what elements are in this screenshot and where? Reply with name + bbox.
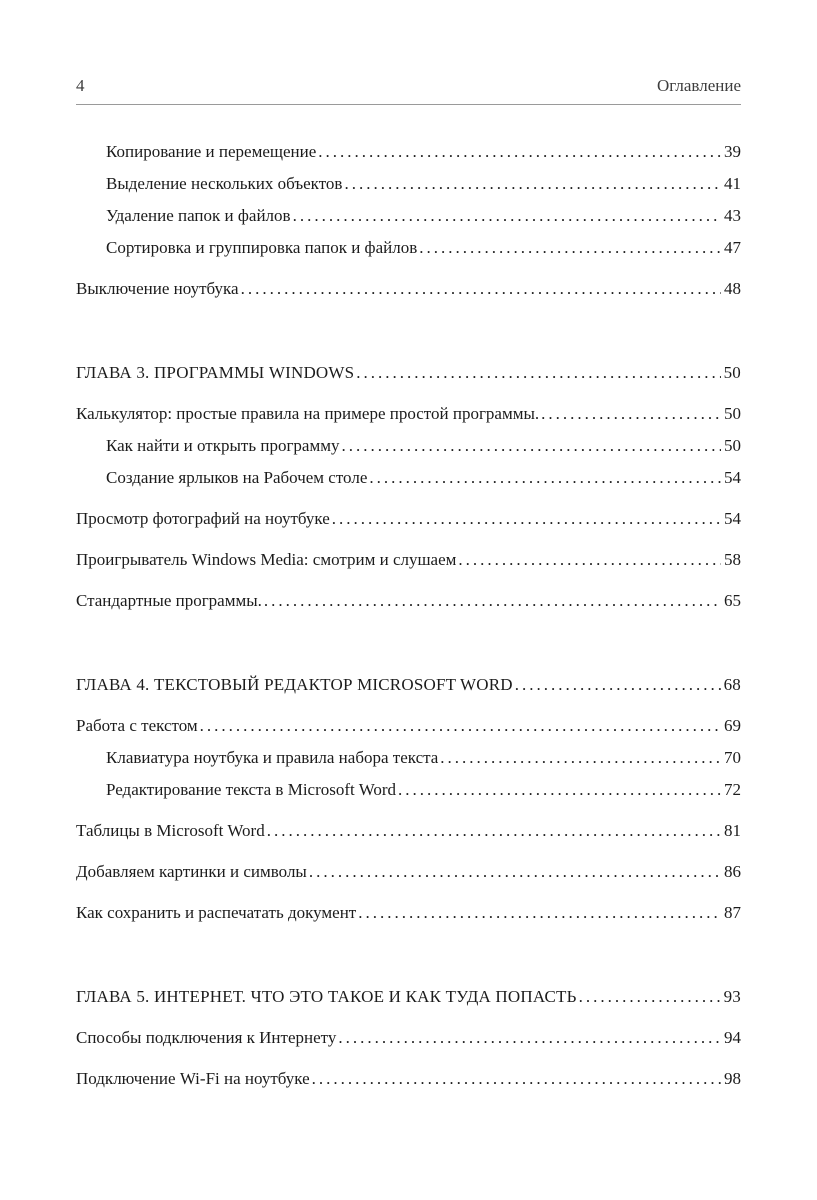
- toc-entry: [76, 715, 741, 737]
- toc-entry: [76, 861, 741, 883]
- toc-page-number: 81: [724, 821, 741, 840]
- toc-leader-dots: [358, 902, 721, 924]
- toc-entry: [76, 779, 741, 801]
- toc-entry: [76, 902, 741, 924]
- toc-entry: [76, 278, 741, 300]
- toc-leader-dots: [341, 435, 721, 457]
- toc-page-number: 65: [724, 591, 741, 610]
- toc-leader-dots: [338, 1027, 721, 1049]
- toc-entry-label: Проигрыватель Windows Media: смотрим и слушаем: [76, 550, 457, 569]
- toc-leader-dots: [541, 403, 721, 425]
- toc-leader-dots: [332, 508, 721, 530]
- toc-leader-dots: [344, 173, 721, 195]
- toc-entry: [76, 237, 741, 259]
- toc-entry-label: Клавиатура ноутбука и правила набора текста: [106, 748, 439, 767]
- toc-entry: [76, 205, 741, 227]
- toc-entry: [76, 173, 741, 195]
- toc-leader-dots: [369, 467, 721, 489]
- toc-entry: [76, 820, 741, 842]
- toc-page-number: 93: [723, 987, 741, 1006]
- toc-leader-dots: [515, 674, 721, 696]
- toc-page-number: 41: [724, 174, 741, 193]
- toc-page-number: 94: [724, 1028, 741, 1047]
- toc-page-number: 68: [723, 675, 741, 694]
- toc-page-number: 48: [724, 279, 741, 298]
- toc-leader-dots: [309, 861, 721, 883]
- toc-entry-label: Редактирование текста в Microsoft Word: [106, 780, 397, 799]
- toc-entry-label: ГЛАВА 4. ТЕКСТОВЫЙ РЕДАКТОР MICROSOFT WORD: [76, 675, 513, 694]
- toc-leader-dots: [267, 820, 721, 842]
- toc-entry-label: Подключение Wi-Fi на ноутбуке: [76, 1069, 310, 1088]
- toc-leader-dots: [440, 747, 721, 769]
- toc-leader-dots: [293, 205, 721, 227]
- toc-leader-dots: [419, 237, 721, 259]
- toc-leader-dots: [318, 141, 721, 163]
- toc-page-number: 54: [724, 509, 741, 528]
- toc-entry: [76, 508, 741, 530]
- toc-entry: [76, 403, 741, 425]
- toc-leader-dots: [241, 278, 721, 300]
- toc-entry-label: Удаление папок и файлов: [106, 206, 291, 225]
- toc-entry: [76, 1068, 741, 1090]
- toc-page-number: 86: [724, 862, 741, 881]
- toc-entry-label: Работа с текстом: [76, 716, 198, 735]
- header-rule: [76, 104, 741, 105]
- toc-entry: [76, 549, 741, 571]
- page-number: 4: [76, 76, 85, 95]
- toc-leader-dots: [200, 715, 721, 737]
- toc-entry: [76, 467, 741, 489]
- toc-entry-label: Сортировка и группировка папок и файлов: [106, 238, 418, 257]
- toc-page-number: 47: [724, 238, 741, 257]
- toc-entry: [76, 362, 741, 384]
- toc-leader-dots: [458, 549, 721, 571]
- toc-entry-label: Калькулятор: простые правила на примере простой программы.: [76, 404, 540, 423]
- toc-entry-label: ГЛАВА 5. ИНТЕРНЕТ. ЧТО ЭТО ТАКОЕ И КАК ТУДА ПОПАСТЬ: [76, 987, 577, 1006]
- toc-entry-label: Просмотр фотографий на ноутбуке: [76, 509, 330, 528]
- toc-entry-label: Как найти и открыть программу: [106, 436, 340, 455]
- toc-entry-label: Способы подключения к Интернету: [76, 1028, 337, 1047]
- toc-page-number: 87: [724, 903, 741, 922]
- toc-entry-label: Копирование и перемещение: [106, 142, 317, 161]
- toc-entry-label: Выделение нескольких объектов: [106, 174, 343, 193]
- toc-leader-dots: [579, 986, 721, 1008]
- toc-page-number: 50: [724, 436, 741, 455]
- toc-leader-dots: [356, 362, 720, 384]
- toc-entry: [76, 986, 741, 1008]
- toc-entry: [76, 590, 741, 612]
- toc-entry-label: Как сохранить и распечатать документ: [76, 903, 357, 922]
- toc-entry: [76, 141, 741, 163]
- toc-page-number: 43: [724, 206, 741, 225]
- toc-page-number: 72: [724, 780, 741, 799]
- toc-entry-label: Выключение ноутбука: [76, 279, 239, 298]
- toc-entry: [76, 747, 741, 769]
- toc-leader-dots: [398, 779, 721, 801]
- running-header: [76, 0, 741, 96]
- toc-page-number: 50: [723, 363, 741, 382]
- toc-entry-label: Создание ярлыков на Рабочем столе: [106, 468, 368, 487]
- toc-entry-label: Добавляем картинки и символы: [76, 862, 307, 881]
- toc-entry: [76, 435, 741, 457]
- toc-list: [76, 141, 741, 1090]
- toc-leader-dots: [312, 1068, 721, 1090]
- toc-entry-label: ГЛАВА 3. ПРОГРАММЫ WINDOWS: [76, 363, 355, 382]
- toc-page-number: 50: [724, 404, 741, 423]
- toc-page-number: 54: [724, 468, 741, 487]
- toc-page-number: 39: [724, 142, 741, 161]
- toc-entry: [76, 1027, 741, 1049]
- toc-leader-dots: [264, 590, 721, 612]
- toc-entry-label: Стандартные программы.: [76, 591, 262, 610]
- toc-page-number: 70: [724, 748, 741, 767]
- toc-page-number: 69: [724, 716, 741, 735]
- header-title: Оглавление: [657, 76, 741, 95]
- toc-entry-label: Таблицы в Microsoft Word: [76, 821, 265, 840]
- toc-page-number: 58: [724, 550, 741, 569]
- toc-page-number: 98: [724, 1069, 741, 1088]
- toc-entry: [76, 674, 741, 696]
